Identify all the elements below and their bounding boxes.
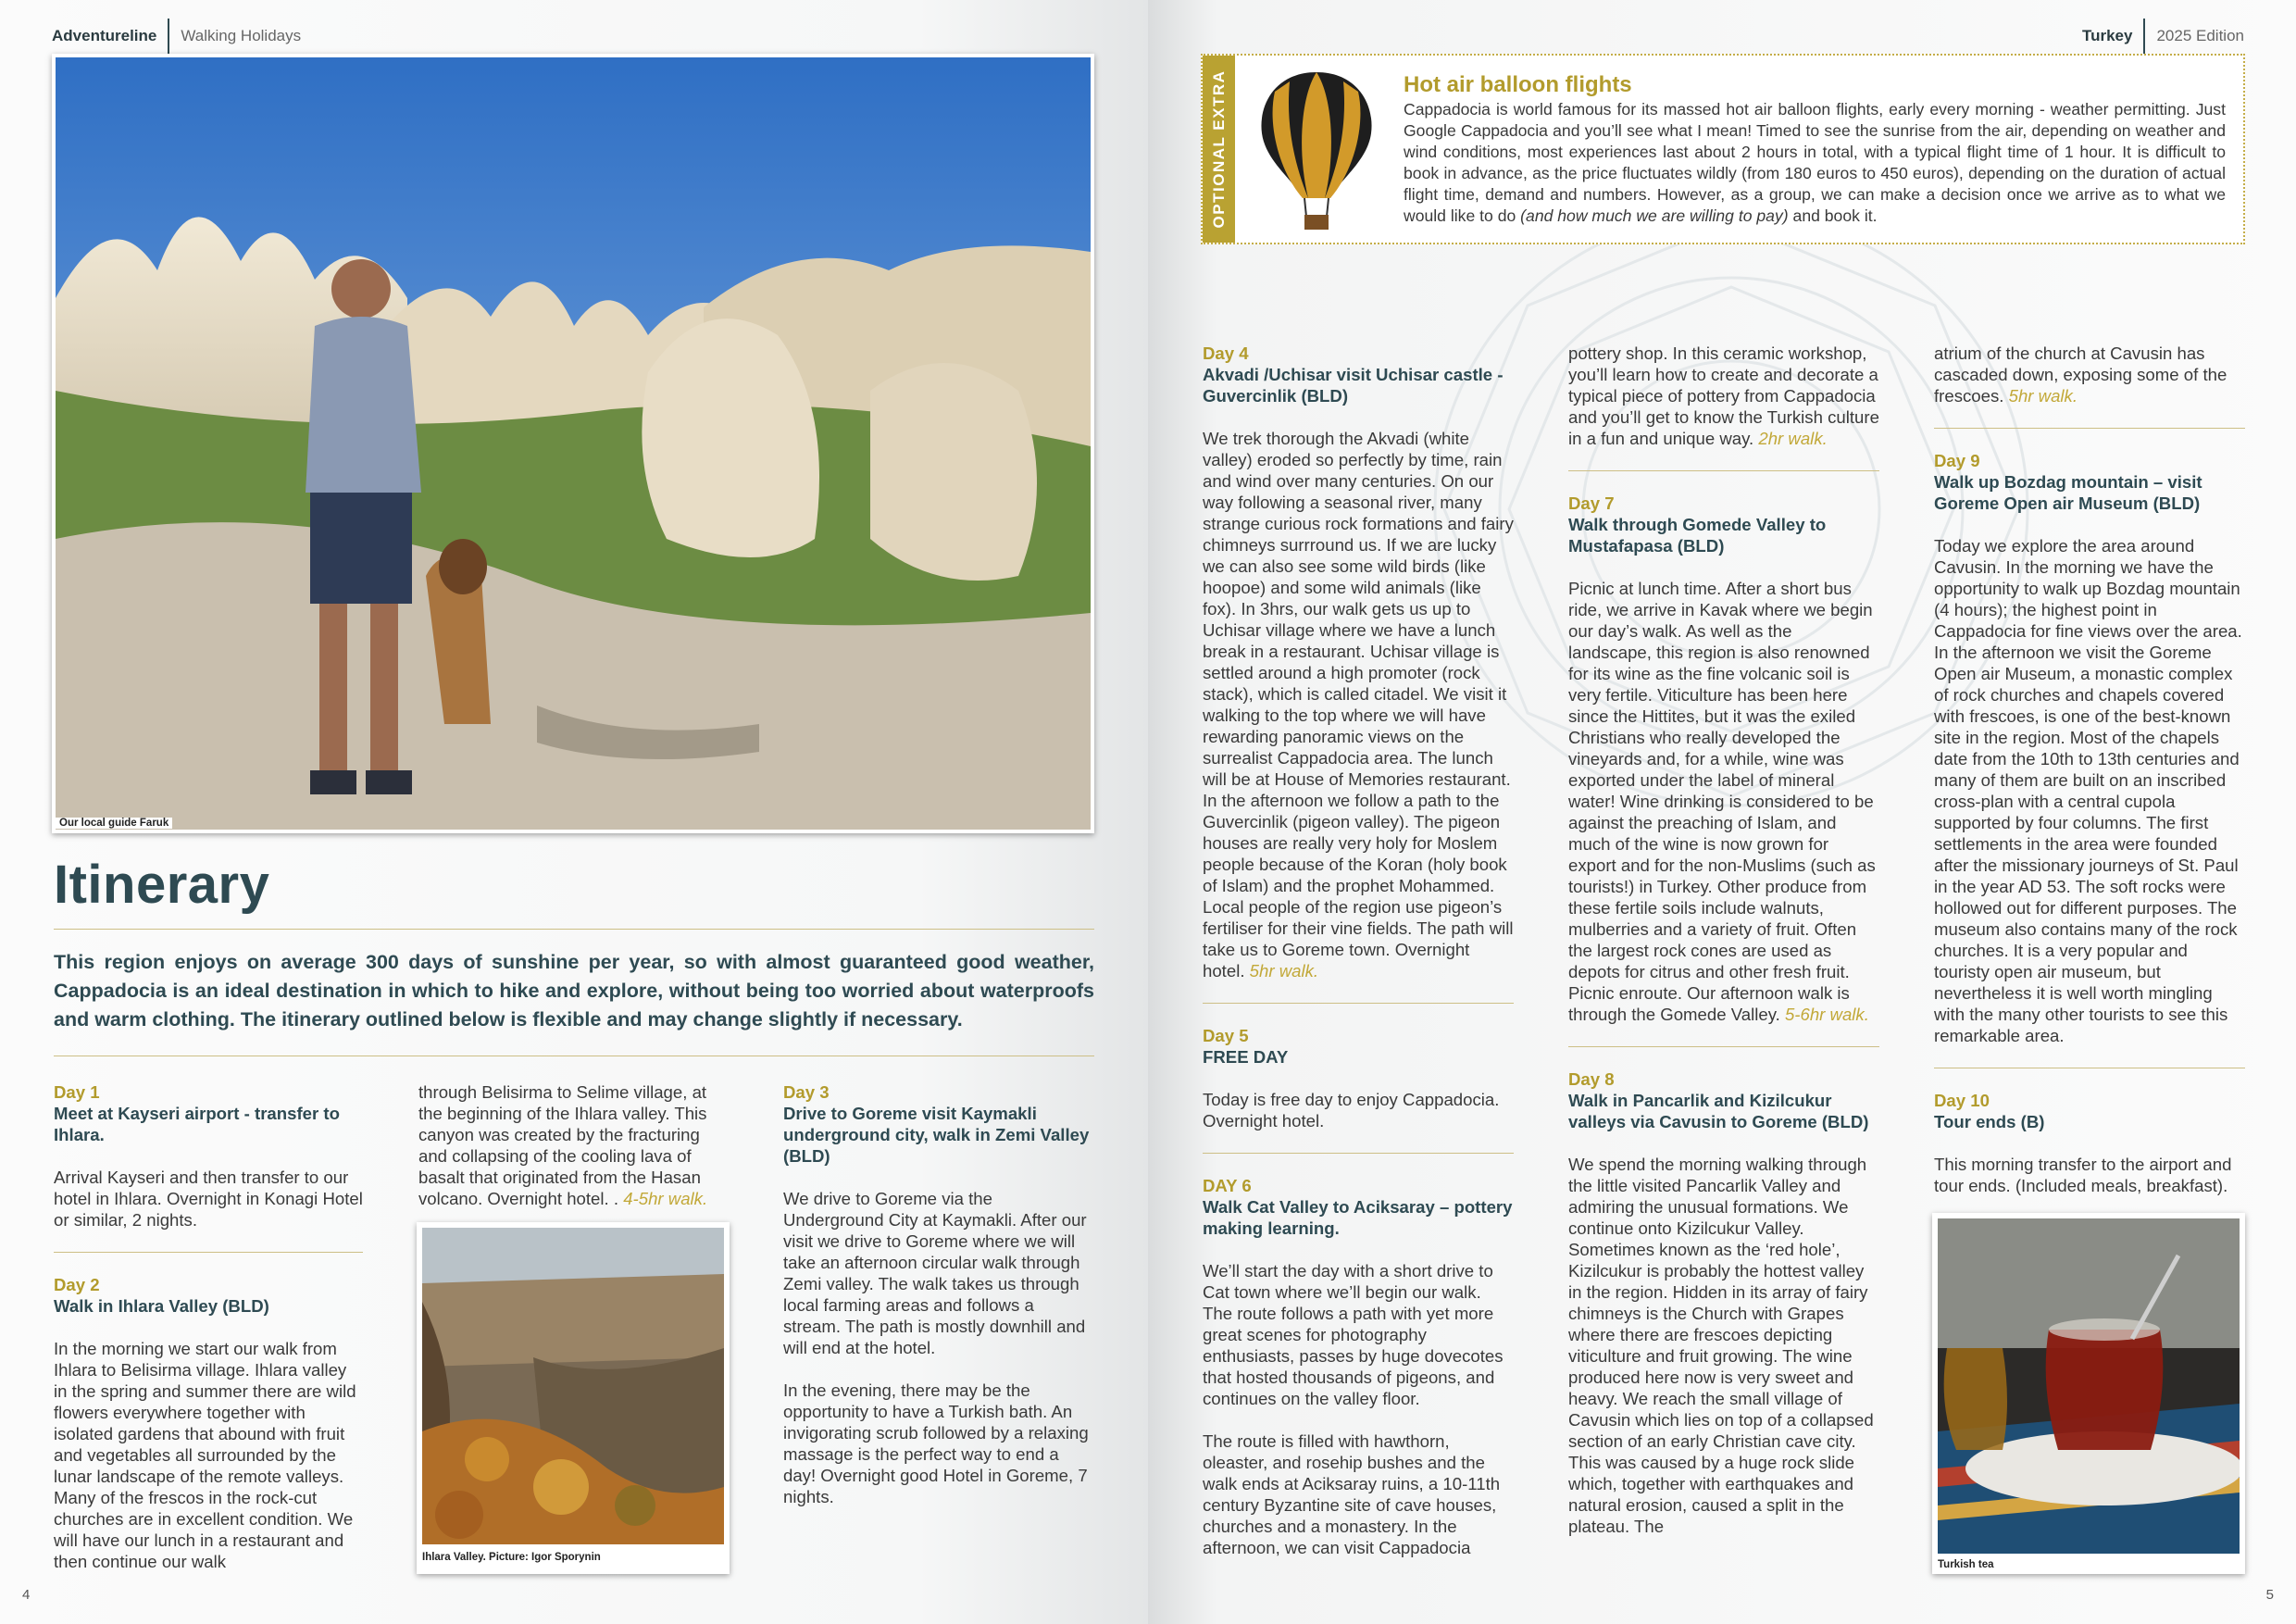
extra-text-main: Cappadocia is world famous for its massed hot air balloon flights, early every morning - weather permitting. Just Google Cappadocia and you’ll see what I mean! Timed to see the sunrise from the air, depending on weather and wind conditions, most experiences last about 2 hours in total, with a typical flight time of 1 hour. It is difficult to book in advance, as the price fluctuates wildly (from 180 euros to 450 euros), depending on the duration of actual flight time, demand and numbers. However, as a group, we can make a decision once we arrive as to what we would like to do [1404, 100, 2226, 225]
optional-extra-tab-label: OPTIONAL EXTRA [1209, 69, 1228, 229]
day8-title: Walk in Pancarlik and Kizilcukur valleys via Cavusin to Goreme (BLD) [1568, 1091, 1869, 1131]
header-divider [168, 19, 169, 54]
optional-extra-title: Hot air balloon flights [1404, 72, 1632, 97]
day5-rule [1203, 1153, 1514, 1154]
day6-text: We’ll start the day with a short drive to Cat town where we’ll begin our walk. The route follows a path with yet more great scenes for photography enthusiasts, passes by huge dovecotes that hosted thousands of pigeons, and continues on the valley floor. [1203, 1261, 1504, 1408]
day6-text2: The route is filled with hawthorn, oleaster, and rosehip bushes and the walk ends at Aciksaray ruins, a 10-11th century Byzantine site of cave houses, churches and a monastery. In the afternoon, we can visit Cappadocia [1203, 1431, 1501, 1557]
title-rule [54, 929, 1094, 930]
day7-walk: 5-6hr walk. [1784, 1005, 1869, 1024]
day1-title: Meet at Kayseri airport - transfer to Ihlara. [54, 1104, 340, 1144]
guide-photo-caption: Our local guide Faruk [56, 818, 172, 829]
header-section: Walking Holidays [181, 27, 302, 44]
ihlara-photo [417, 1222, 730, 1574]
day6-text-cont: pottery shop. In this ceramic workshop, you’ll learn how to create and decorate a typical piece of pottery from Cappadocia and you’ll get to know the Turkish culture in a fun and unique way. [1568, 344, 1879, 448]
day8-text: We spend the morning walking through the little visited Pancarlik Valley and admiring the unusual formations. We continue onto Kizilcukur Valley. Sometimes known as the ‘red hole’, Kizilcukur is probably the hottest valley in the region. Hidden in its array of fairy chimneys is the Church with Grapes where there are frescoes depicting viticulture and fruit growing. The wine produced here now is very sweet and heavy. We reach the small village of Cavusin which lies on top of a collapsed section of an early Christian cave city. This was caused by a huge rock slide which, together with earthquakes and natural erosion, caused a split in the plateau. The [1568, 1155, 1874, 1536]
optional-extra-box [1201, 54, 2245, 244]
day4-text: We trek thorough the Akvadi (white valley) eroded so perfectly by time, rain and wind over many centuries. On our way following a seasonal river, many strange curious rock formations and fairy chimneys surrround us. If we are lucky we can also see some wild birds (like hoopoe) and some wild animals (like fox). In 3hrs, our walk gets us up to Uchisar village where we have a lunch break in a restaurant. Uchisar village is settled around a high promoter (rock stack), which is called citadel. We visit it walking to the top where we will have rewarding panoramic views on the surrealist Cappadocia area. The lunch will be at House of Memories restaurant. In the afternoon we follow a path to the Guvercinlik (pigeon valley). The pigeon houses are really very holy for Moslem people because of the Koran (holy book of Islam) and the prophet Mohammed. Local people of the region use pigeon’s fertiliser for their vine fields. The path will take us to Goreme town. Overnight hotel. [1203, 429, 1514, 981]
day4-label: Day 4 [1203, 344, 1249, 363]
day3-title: Drive to Goreme visit Kaymakli underground city, walk in Zemi Valley (BLD) [783, 1104, 1090, 1166]
day10-label: Day 10 [1934, 1091, 1990, 1110]
day2-walk: 4-5hr walk. [623, 1189, 708, 1208]
optional-extra-tab [1203, 56, 1235, 243]
day6-label: DAY 6 [1203, 1176, 1252, 1195]
day2-title: Walk in Ihlara Valley (BLD) [54, 1296, 269, 1316]
right-header [2082, 19, 2244, 54]
day4-walk: 5hr walk. [1249, 961, 1319, 981]
day1-label: Day 1 [54, 1082, 100, 1102]
optional-extra-text [1404, 99, 2226, 227]
day6-title: Walk Cat Valley to Aciksaray – pottery making learning. [1203, 1197, 1513, 1238]
day4-rule [1203, 1003, 1514, 1004]
header-edition: 2025 Edition [2156, 27, 2244, 44]
left-column-1 [54, 1081, 363, 1593]
day6-rule [1568, 470, 1879, 471]
day7-rule [1568, 1046, 1879, 1047]
day1-text: Arrival Kayseri and then transfer to our hotel in Ihlara. Overnight in Konagi Hotel or similar, 2 nights. [54, 1168, 363, 1230]
day9-text: Today we explore the area around Cavusin. In the morning we have the opportunity to walk up Bozdag mountain (4 hours); the highest point in Cappadocia for fine views over the area. In the afternoon we visit the Goreme Open air Museum, a monastic complex of rock churches and chapels covered with frescoes, is one of the best-known site in the region. Most of the chapels date from the 10th to 13th centuries and many of them are built on an inscribed cross-plan with a central cupola supported by four columns. The first settlements in the area were founded after the missionary journeys of St. Paul in the year AD 53. The soft rocks were hollowed out for different purposes. The museum also contains many of the rock churches. It is a very popular and touristy open air museum, but nevertheless it is well worth mingling with the many other tourists to see this remarkable area. [1934, 536, 2242, 1045]
left-page-number: 4 [22, 1587, 31, 1603]
day10-text: This morning transfer to the airport and tour ends. (Included meals, breakfast). [1934, 1155, 2232, 1195]
day3-label: Day 3 [783, 1082, 830, 1102]
header-divider [2143, 19, 2145, 54]
turkish-tea-photo-image [1938, 1218, 2240, 1554]
guide-photo [52, 54, 1094, 833]
day7-label: Day 7 [1568, 493, 1615, 513]
ihlara-photo-image [422, 1228, 724, 1544]
left-column-2 [418, 1081, 726, 1230]
right-column-2 [1568, 343, 1879, 1558]
day1-rule [54, 1252, 363, 1253]
day8-label: Day 8 [1568, 1069, 1615, 1089]
left-column-3 [783, 1081, 1094, 1529]
day2-label: Day 2 [54, 1275, 100, 1294]
intro-paragraph: This region enjoys on average 300 days of sunshine per year, so with almost guaranteed good weather, Cappadocia is an ideal destination in which to hike and explore, without being too worried about waterproofs and warm clothing. The itinerary outlined below is flexible and may change slightly if necessary. [54, 951, 1094, 1031]
day4-title: Akvadi /Uchisar visit Uchisar castle - Guvercinlik (BLD) [1203, 365, 1504, 406]
day7-title: Walk through Gomede Valley to Mustafapasa (BLD) [1568, 515, 1827, 556]
day9-label: Day 9 [1934, 451, 1980, 470]
day8-walk: 5hr walk. [2008, 386, 2078, 406]
day8-rule [1934, 428, 2245, 429]
day3-text: We drive to Goreme via the Underground City at Kaymakli. After our visit we drive to Goreme where we will take an afternoon circular walk through Zemi valley. The walk takes us through local farming areas and follows a stream. The path is mostly downhill and will end at the hotel. [783, 1189, 1087, 1357]
day8-text-cont: atrium of the church at Cavusin has cascaded down, exposing some of the frescoes. [1934, 344, 2227, 406]
guide-photo-image [56, 57, 1091, 830]
header-brand: Adventureline [52, 27, 157, 44]
right-page [1148, 0, 2296, 1624]
day10-title: Tour ends (B) [1934, 1112, 2045, 1131]
page-title: Itinerary [54, 855, 270, 915]
right-column-1 [1203, 343, 1514, 1580]
hot-air-balloon-icon [1256, 69, 1377, 231]
extra-text-end: and book it. [1792, 206, 1878, 225]
day2-text-cont: through Belisirma to Selime village, at the beginning of the Ihlara valley. This canyon was created by the fracturing and collapsing of the cooling lava of basalt that originated from the Hasan volcano. Overnight hotel. . [418, 1082, 707, 1208]
day6-walk: 2hr walk. [1758, 429, 1828, 448]
ihlara-photo-caption: Ihlara Valley. Picture: Igor Sporynin [422, 1552, 601, 1563]
right-page-number: 5 [2265, 1587, 2274, 1603]
day7-text: Picnic at lunch time. After a short bus ride, we arrive in Kavak where we begin our day’s walk. As well as the landscape, this region is also renowned for its wine as the fine volcanic soil is very fertile. Viticulture has been here since the Hittites, but it was the exiled Christians who really developed the vineyards and, for a while, wine was exported under the label of mineral water! Wine drinking is considered to be against the preaching of Islam, and much of the wine is now grown for export and for the non-Muslims (such as tourists!) in Turkey. Other produce from these fertile soils include walnuts, mulberries and a variety of fruit. Often the largest rock cones are used as depots for citrus and other fresh fruit. Picnic enroute. Our afternoon walk is through the Gomede Valley. [1568, 579, 1876, 1024]
day2-text: In the morning we start our walk from Ihlara to Belisirma village. Ihlara valley in the spring and summer there are wild flowers everywhere together with isolated gardens that abound with fruit and vegetables all surrounded by the lunar landscape of the remote valleys. Many of the frescos in the rock-cut churches are in excellent condition. We will have our lunch in a restaurant and then continue our walk [54, 1339, 356, 1571]
left-header [52, 19, 301, 54]
day9-title: Walk up Bozdag mountain – visit Goreme Open air Museum (BLD) [1934, 472, 2202, 513]
turkish-tea-caption: Turkish tea [1938, 1559, 1994, 1570]
day5-text: Today is free day to enjoy Cappadocia. Overnight hotel. [1203, 1090, 1500, 1131]
day3-text2: In the evening, there may be the opportunity to have a Turkish bath. An invigorating scrub followed by a relaxing massage is the perfect way to end a day! Overnight good Hotel in Goreme, 7 nights. [783, 1380, 1089, 1506]
extra-text-italic: (and how much we are willing to pay) [1520, 206, 1789, 225]
right-column-3 [1934, 343, 2245, 1218]
day5-label: Day 5 [1203, 1026, 1249, 1045]
day5-title: FREE DAY [1203, 1047, 1289, 1067]
turkish-tea-photo [1932, 1213, 2245, 1574]
header-country: Turkey [2081, 27, 2133, 44]
